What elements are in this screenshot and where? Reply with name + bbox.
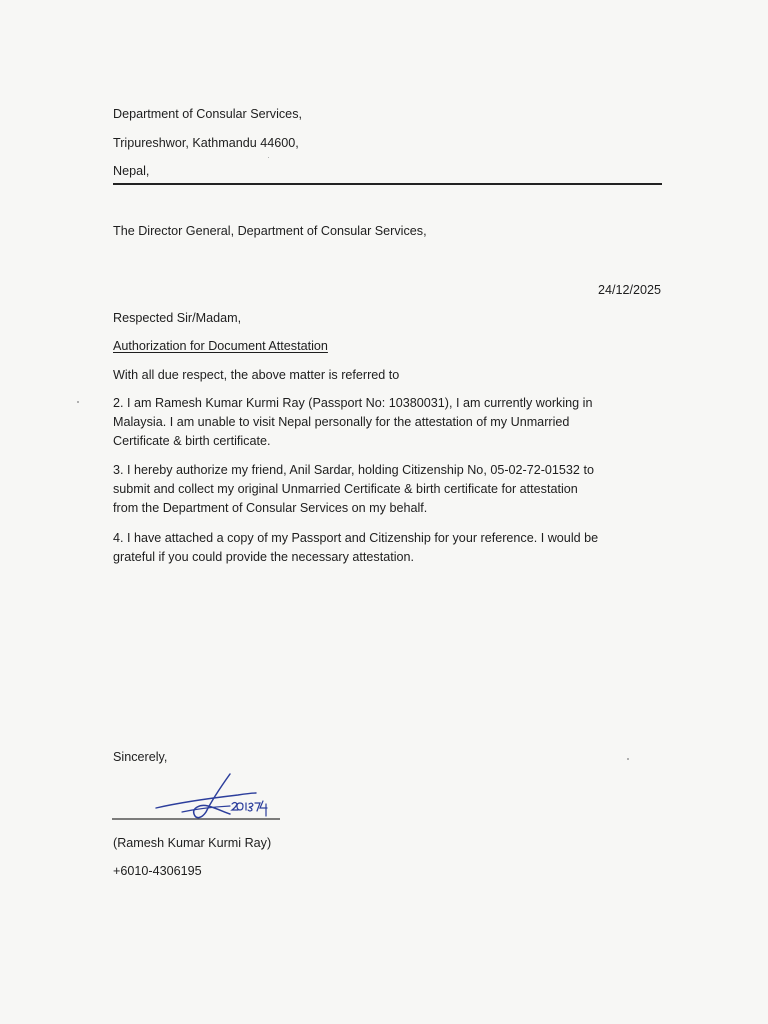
scan-speck xyxy=(77,401,79,403)
paragraph-4-line: 4. I have attached a copy of my Passport and Citizenship for your reference. I would be xyxy=(113,531,599,545)
paragraph-2-line: Malaysia. I am unable to visit Nepal personally for the attestation of my Unmarried xyxy=(113,415,570,429)
sender-address-line1: Department of Consular Services, xyxy=(113,107,302,121)
header-divider xyxy=(113,183,662,185)
paragraph-3 xyxy=(113,461,658,518)
paragraph-3-line: from the Department of Consular Services on my behalf. xyxy=(113,501,428,515)
closing: Sincerely, xyxy=(113,750,168,764)
signature-number xyxy=(232,801,267,816)
signer-phone: +6010-4306195 xyxy=(113,864,202,878)
scan-speck xyxy=(627,758,629,760)
paragraph-4 xyxy=(113,529,658,567)
sender-address-line2: Tripureshwor, Kathmandu 44600, xyxy=(113,136,299,150)
paragraph-3-line: submit and collect my original Unmarried Certificate & birth certificate for attestation xyxy=(113,482,578,496)
paragraph-3-line: 3. I hereby authorize my friend, Anil Sardar, holding Citizenship No, 05-02-72-01532 to xyxy=(113,463,594,477)
salutation: Respected Sir/Madam, xyxy=(113,311,242,325)
paragraph-4-line: grateful if you could provide the necessary attestation. xyxy=(113,550,415,564)
recipient-line: The Director General, Department of Consular Services, xyxy=(113,224,427,238)
scan-speck xyxy=(268,157,269,158)
paragraph-2 xyxy=(113,394,658,451)
paragraph-2-line: 2. I am Ramesh Kumar Kurmi Ray (Passport No: 10380031), I am currently working in xyxy=(113,396,593,410)
letter-date: 24/12/2025 xyxy=(597,283,661,297)
intro-line: With all due respect, the above matter is referred to xyxy=(113,368,400,382)
paragraph-2-line: Certificate & birth certificate. xyxy=(113,434,271,448)
handwritten-signature xyxy=(112,768,284,824)
signature-flourish xyxy=(194,774,230,818)
subject-line: Authorization for Document Attestation xyxy=(113,339,328,353)
signer-name: (Ramesh Kumar Kurmi Ray) xyxy=(113,836,272,850)
sender-address-line3: Nepal, xyxy=(113,164,150,178)
